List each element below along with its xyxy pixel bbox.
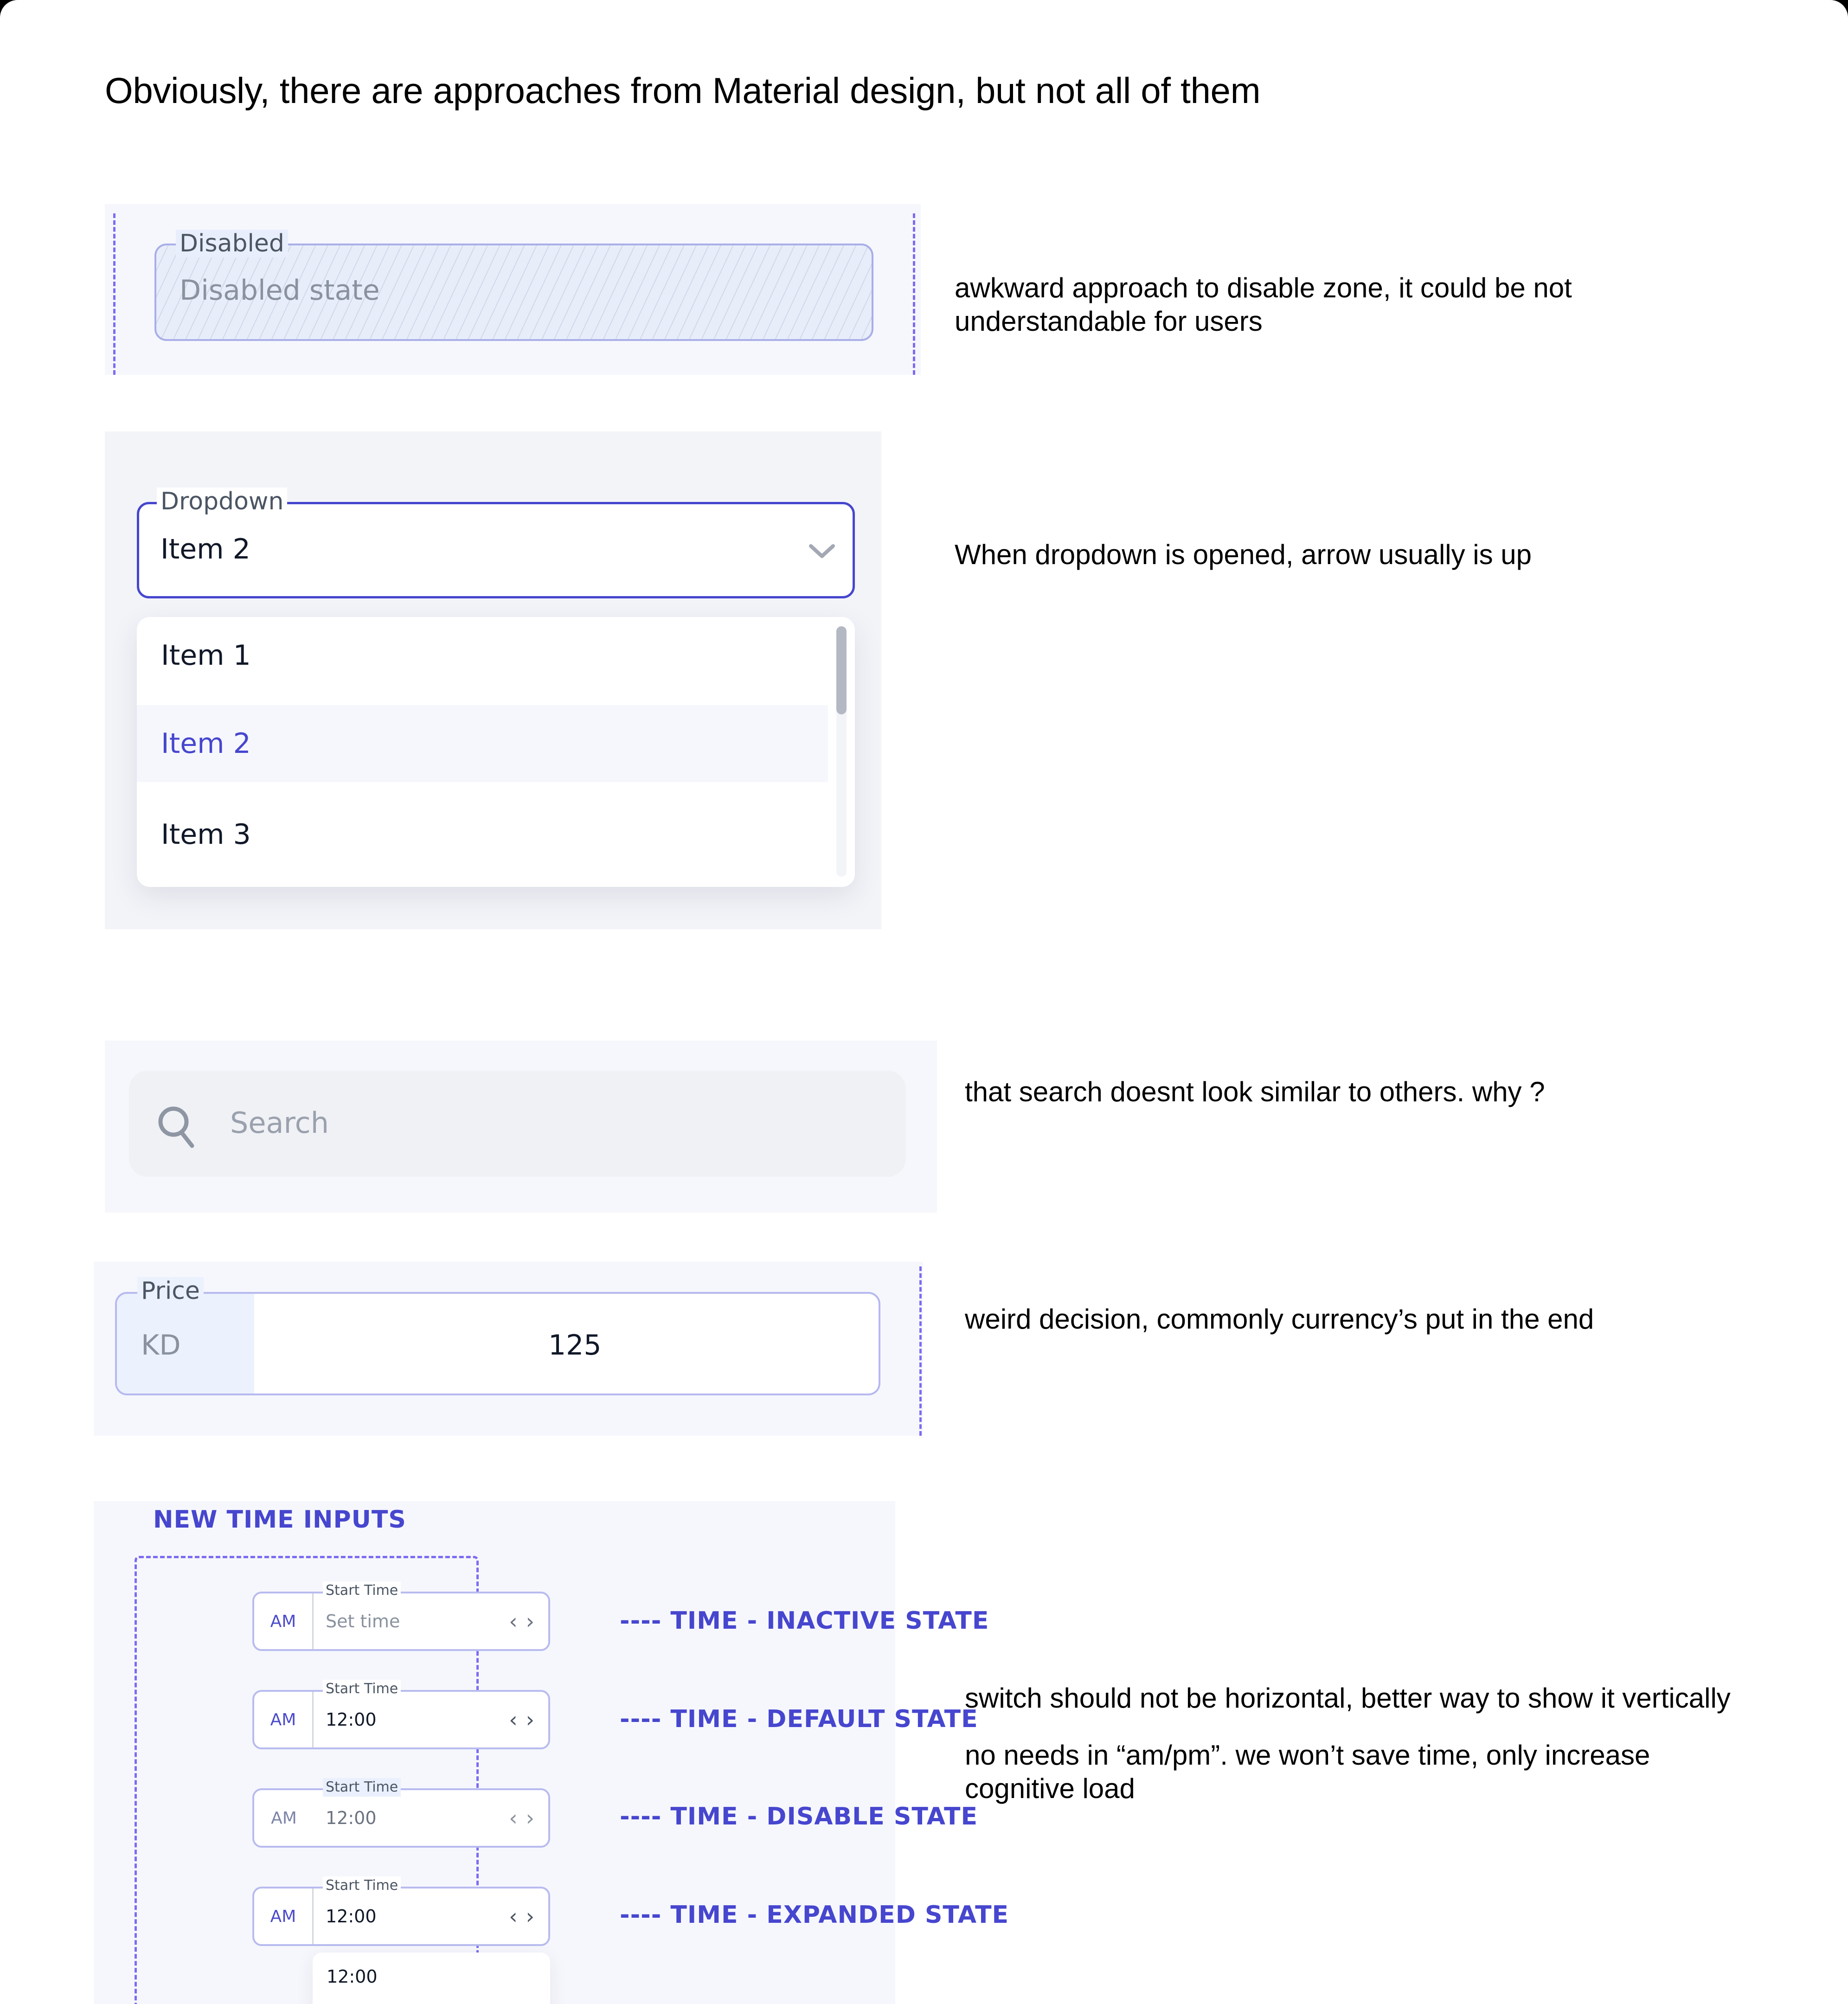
guide-line-left	[113, 213, 116, 375]
chevron-right-icon[interactable]: ›	[526, 1609, 534, 1634]
dropdown-option-label: Item 2	[161, 727, 251, 760]
state-label-inactive: ---- TIME - INACTIVE STATE	[620, 1607, 989, 1635]
dropdown-field-label: Dropdown	[157, 488, 287, 515]
price-field[interactable]	[115, 1277, 880, 1395]
am-pm-toggle[interactable]: AM	[254, 1593, 314, 1649]
note-time-ampm: no needs in “am/pm”. we won’t save time, only increase cognitive load	[965, 1740, 1650, 1804]
chevron-left-icon[interactable]: ‹	[509, 1904, 518, 1929]
chevron-down-icon[interactable]	[807, 542, 837, 561]
time-section-heading: NEW TIME INPUTS	[153, 1506, 406, 1534]
time-field-placeholder: Set time	[326, 1611, 400, 1631]
page-title: Obviously, there are approaches from Material design, but not all of them	[105, 70, 1261, 111]
time-field-label: Start Time	[323, 1581, 401, 1600]
chevron-left-icon: ‹	[509, 1805, 518, 1831]
search-icon	[156, 1103, 198, 1150]
chevron-left-icon[interactable]: ‹	[509, 1707, 518, 1732]
time-options-list	[313, 1953, 550, 2004]
dropdown-field[interactable]	[137, 488, 855, 598]
state-label-default: ---- TIME - DEFAULT STATE	[620, 1705, 978, 1733]
dropdown-option[interactable]	[137, 617, 828, 694]
am-pm-toggle: AM	[271, 1808, 297, 1828]
time-field-label: Start Time	[323, 1680, 401, 1698]
dropdown-option-highlighted[interactable]	[137, 705, 828, 782]
dropdown-menu	[137, 617, 855, 887]
note-price: weird decision, commonly currency’s put in the end	[965, 1304, 1594, 1335]
time-field-value: 12:00	[326, 1709, 377, 1730]
guide-line-right	[913, 213, 915, 375]
time-stepper	[509, 1692, 534, 1747]
state-label-expanded: ---- TIME - EXPANDED STATE	[620, 1901, 1009, 1929]
price-field-label: Price	[137, 1277, 204, 1305]
state-label-disabled: ---- TIME - DISABLE STATE	[620, 1803, 978, 1831]
time-stepper	[509, 1790, 534, 1846]
dropdown-scrollbar-thumb[interactable]	[836, 626, 847, 714]
am-pm-toggle[interactable]: AM	[254, 1888, 314, 1944]
dropdown-option[interactable]	[137, 796, 828, 873]
disabled-field-value: Disabled state	[180, 274, 380, 307]
time-option[interactable]: 12:00	[327, 1966, 378, 1987]
time-field-disabled	[252, 1779, 550, 1848]
note-disabled: awkward approach to disable zone, it could be not understandable for users	[955, 272, 1572, 337]
dropdown-example-panel	[105, 431, 881, 929]
note-search: that search doesnt look similar to others. why ?	[965, 1076, 1545, 1107]
disabled-field	[154, 230, 873, 341]
time-field-default[interactable]	[252, 1681, 550, 1749]
chevron-right-icon: ›	[526, 1805, 534, 1831]
price-example-panel	[94, 1262, 923, 1436]
time-inputs-panel	[94, 1501, 1009, 2004]
note-dropdown: When dropdown is opened, arrow usually is up	[955, 539, 1532, 570]
search-placeholder: Search	[230, 1106, 329, 1140]
time-field-label: Start Time	[323, 1778, 401, 1797]
time-field-label: Start Time	[323, 1876, 401, 1895]
chevron-left-icon[interactable]: ‹	[509, 1609, 518, 1634]
time-field-inactive[interactable]	[252, 1582, 550, 1651]
currency-code: KD	[141, 1329, 181, 1362]
time-stepper	[509, 1888, 534, 1944]
dropdown-option-label: Item 3	[161, 818, 251, 851]
currency-prefix	[117, 1294, 254, 1394]
guide-line-right	[919, 1266, 922, 1436]
chevron-right-icon[interactable]: ›	[526, 1904, 534, 1929]
disabled-example-panel	[105, 204, 921, 375]
am-pm-toggle[interactable]: AM	[254, 1692, 314, 1747]
price-value: 125	[548, 1329, 602, 1362]
dropdown-selected-value: Item 2	[160, 533, 250, 565]
dropdown-option-label: Item 1	[161, 639, 251, 672]
disabled-field-label: Disabled	[176, 230, 288, 257]
search-example-panel	[105, 1041, 937, 1213]
note-time-switch: switch should not be horizontal, better way to show it vertically	[965, 1683, 1731, 1714]
time-field-expanded[interactable]	[252, 1877, 550, 1946]
time-field-value: 12:00	[326, 1906, 377, 1927]
time-field-value: 12:00	[326, 1808, 377, 1828]
chevron-right-icon[interactable]: ›	[526, 1707, 534, 1732]
time-stepper	[509, 1593, 534, 1649]
search-input[interactable]	[129, 1071, 906, 1177]
